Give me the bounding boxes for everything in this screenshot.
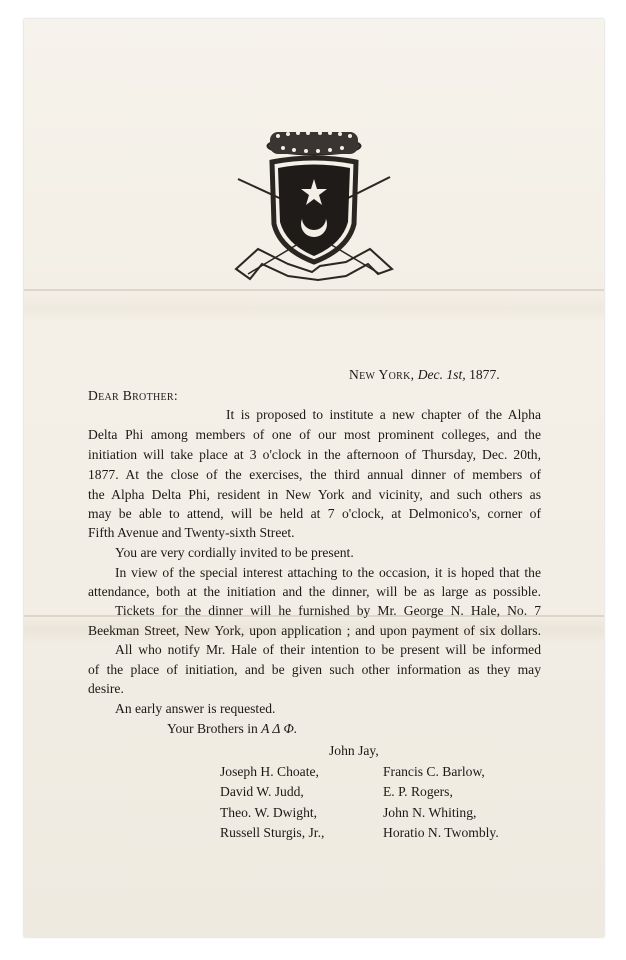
signatory-top: John Jay, <box>329 743 379 758</box>
fold-line <box>24 289 604 291</box>
body-line: Beekman Street, New York, upon application ; and upon payment of six dollars. <box>88 623 541 638</box>
body-line: You are very cordially invited to be present. <box>115 545 354 560</box>
closing <box>167 720 297 738</box>
fraternity-crest-emblem <box>228 124 400 284</box>
body-line: 1877. At the close of the exercises, the third annual dinner of members of <box>88 467 541 482</box>
body-line: All who notify Mr. Hale of their intention to be present will be informed <box>115 642 541 657</box>
body-line: the Alpha Delta Phi, resident in New York and vicinity, and such others as <box>88 487 541 502</box>
signatory-right: Horatio N. Twombly. <box>383 825 499 840</box>
body-line: Delta Phi among members of one of our most prominent colleges, and the <box>88 427 541 442</box>
signatory-right: E. P. Rogers, <box>383 784 453 799</box>
closing-text: Your Brothers in <box>167 721 258 736</box>
body-line: It is proposed to institute a new chapter of the Alpha <box>226 407 541 422</box>
dateline-date: Dec. 1st, <box>417 367 466 382</box>
signatory-left: Theo. W. Dwight, <box>220 805 318 820</box>
body-line: of the place of initiation, and be given such other information as they may <box>88 662 541 677</box>
salutation: Dear Brother: <box>88 388 178 403</box>
body-line: may be able to attend, will be held at 7 o'clock, at Delmonico's, corner of <box>88 506 541 521</box>
body-line: attendance, both at the initiation and the dinner, will be as large as possible. <box>88 584 541 599</box>
dateline <box>349 366 500 384</box>
dateline-year: 1877. <box>469 367 500 382</box>
body-line: initiation will take place at 3 o'clock in the afternoon of Thursday, Dec. 20th, <box>88 447 541 462</box>
body-line: In view of the special interest attaching to the occasion, it is hoped that the <box>115 565 541 580</box>
body-line: An early answer is requested. <box>115 701 276 716</box>
body-line: desire. <box>88 681 124 696</box>
dateline-place: New York, <box>349 367 415 382</box>
signatory-left: Russell Sturgis, Jr., <box>220 825 325 840</box>
body-line: Tickets for the dinner will he furnished by Mr. George N. Hale, No. 7 <box>115 603 541 618</box>
signatory-right: John N. Whiting, <box>383 805 477 820</box>
closing-greek-letters: Α Δ Φ. <box>261 721 298 736</box>
signatory-left: Joseph H. Choate, <box>220 764 319 779</box>
signatory-left: David W. Judd, <box>220 784 304 799</box>
signatory-right: Francis C. Barlow, <box>383 764 485 779</box>
body-line: Fifth Avenue and Twenty-sixth Street. <box>88 525 295 540</box>
